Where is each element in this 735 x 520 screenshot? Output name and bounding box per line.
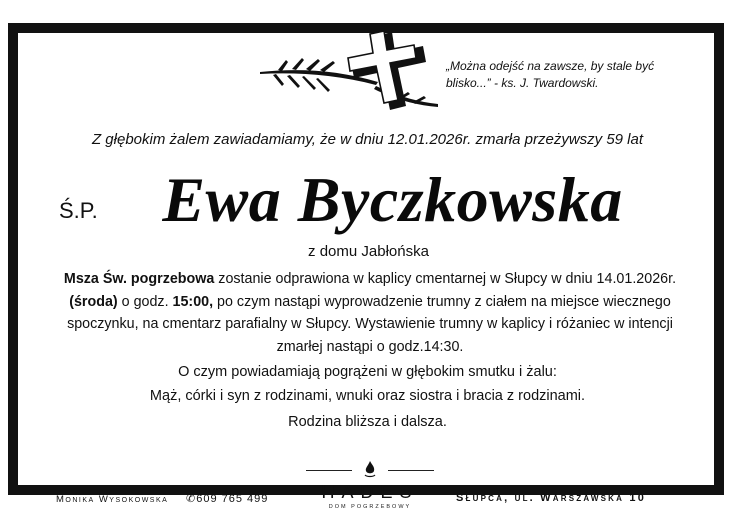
funeral-details bbox=[60, 268, 680, 358]
deceased-name: Ewa Byczkowska bbox=[162, 164, 623, 235]
logo-rule-left bbox=[306, 470, 352, 471]
logo-rule-right bbox=[388, 470, 434, 471]
quote: „Można odejść na zawsze, by stale być blisko...” - ks. J. Twardowski. bbox=[446, 59, 655, 90]
footer-phone: ✆609 765 499 bbox=[186, 493, 269, 505]
cross-with-palm-icon bbox=[258, 30, 443, 115]
announcement-intro: Z głębokim żalem zawiadamiamy, że w dniu 12.01.2026r. zmarła przeżywszy 59 lat bbox=[91, 131, 644, 148]
sp-prefix: Ś.P. bbox=[59, 198, 98, 223]
mass-part1: zostanie odprawiona w kaplicy cmentarnej w Słupcy w dniu 14.01.2026r. bbox=[214, 271, 677, 287]
maiden-name: z domu Jabłońska bbox=[308, 243, 429, 260]
mass-lead: Msza Św. pogrzebowa bbox=[63, 271, 215, 287]
footer-contact-name: Monika Wysokowska bbox=[56, 494, 169, 505]
family-line: Mąż, córki i syn z rodzinami, wnuki oraz siostra i bracia z rodzinami. bbox=[149, 388, 586, 404]
mass-day: (środa) bbox=[69, 293, 118, 310]
hades-logo bbox=[300, 458, 440, 518]
mass-part3: po czym nastąpi wyprowadzenie trumny z ciałem na miejsce wiecznego spoczynku, na cmentarz parafialny w Słupcy. Wystawienie trumny w kaplicy i różaniec w intencji zmarłej nastąpi o godz.14:30. bbox=[67, 293, 673, 355]
mass-time: 15:00, bbox=[172, 293, 214, 310]
footer-address: Słupca, ul. Warszawska 10 bbox=[456, 492, 647, 504]
notify-line: O czym powiadamiają pogrążeni w głębokim smutku i żalu: bbox=[178, 364, 557, 380]
brand-subtitle: DOM POGRZEBOWY bbox=[328, 504, 412, 510]
closing-line: Rodzina bliższa i dalsza. bbox=[288, 414, 447, 430]
brand-name: HADES bbox=[321, 482, 419, 502]
mass-part2: o godz. bbox=[117, 293, 173, 310]
flame-icon bbox=[362, 460, 378, 480]
